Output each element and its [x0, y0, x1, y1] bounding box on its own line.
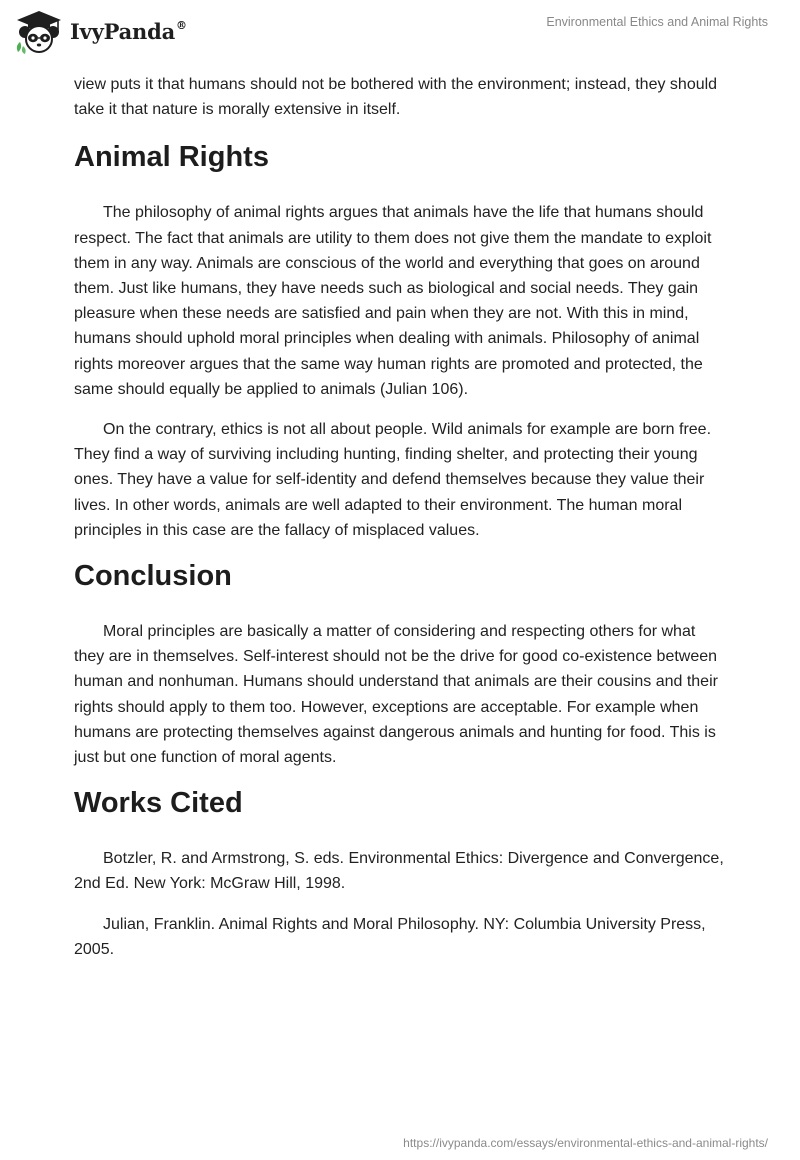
document-title: Environmental Ethics and Animal Rights	[546, 15, 768, 29]
panda-graduate-icon	[14, 8, 64, 54]
heading-works-cited: Works Cited	[74, 787, 243, 820]
intro-continuation: view puts it that humans should not be bothered with the environment; instead, they should take it that nature is morally extensive in itself.	[74, 76, 718, 119]
brand-logo[interactable]	[14, 8, 187, 54]
page-header	[0, 0, 800, 60]
citation-botzler: Botzler, R. and Armstrong, S. eds. Environmental Ethics: Divergence and Convergence, 2nd Ed. New York: McGraw Hill, 1998.	[74, 850, 724, 893]
citation-julian: Julian, Franklin. Animal Rights and Moral Philosophy. NY: Columbia University Press, 2005.	[74, 915, 706, 958]
conclusion-paragraph-1: Moral principles are basically a matter of considering and respecting others for what they are in themselves. Self-interest should not be the drive for good co-existence between human and nonhuman. Humans should understand that animals are their cousins and their rights should apply to them too. However, exceptions are acceptable. For example when humans are protecting themselves against dangerous animals and hunting for food. This is just but one function of moral agents.	[74, 623, 718, 767]
heading-conclusion: Conclusion	[74, 560, 232, 593]
brand-name: IvyPanda®	[70, 18, 187, 44]
registered-mark: ®	[176, 18, 187, 32]
animal-rights-paragraph-1: The philosophy of animal rights argues that animals have the life that humans should respect. The fact that animals are utility to them does not give them the mandate to exploit them in any way. Animals are conscious of the world and everything that goes on around them. Just like humans, they have needs such as biological and social needs. They gain pleasure when these needs are satisfied and pain when they are not. With this in mind, humans should uphold moral principles when dealing with animals. Philosophy of animal rights moreover argues that the same way human rights are promoted and protected, the same should equally be applied to animals (Julian 106).	[74, 204, 712, 398]
source-url[interactable]: https://ivypanda.com/essays/environmental-ethics-and-animal-rights/	[403, 1136, 768, 1150]
essay-body	[74, 72, 724, 977]
heading-animal-rights: Animal Rights	[74, 141, 269, 174]
animal-rights-paragraph-2: On the contrary, ethics is not all about people. Wild animals for example are born free. They find a way of surviving including hunting, finding shelter, and protecting their young ones. They have a value for self-identity and defend themselves because they value their lives. In other words, animals are well adapted to their environment. The human moral principles in this case are the fallacy of misplaced values.	[74, 421, 712, 539]
